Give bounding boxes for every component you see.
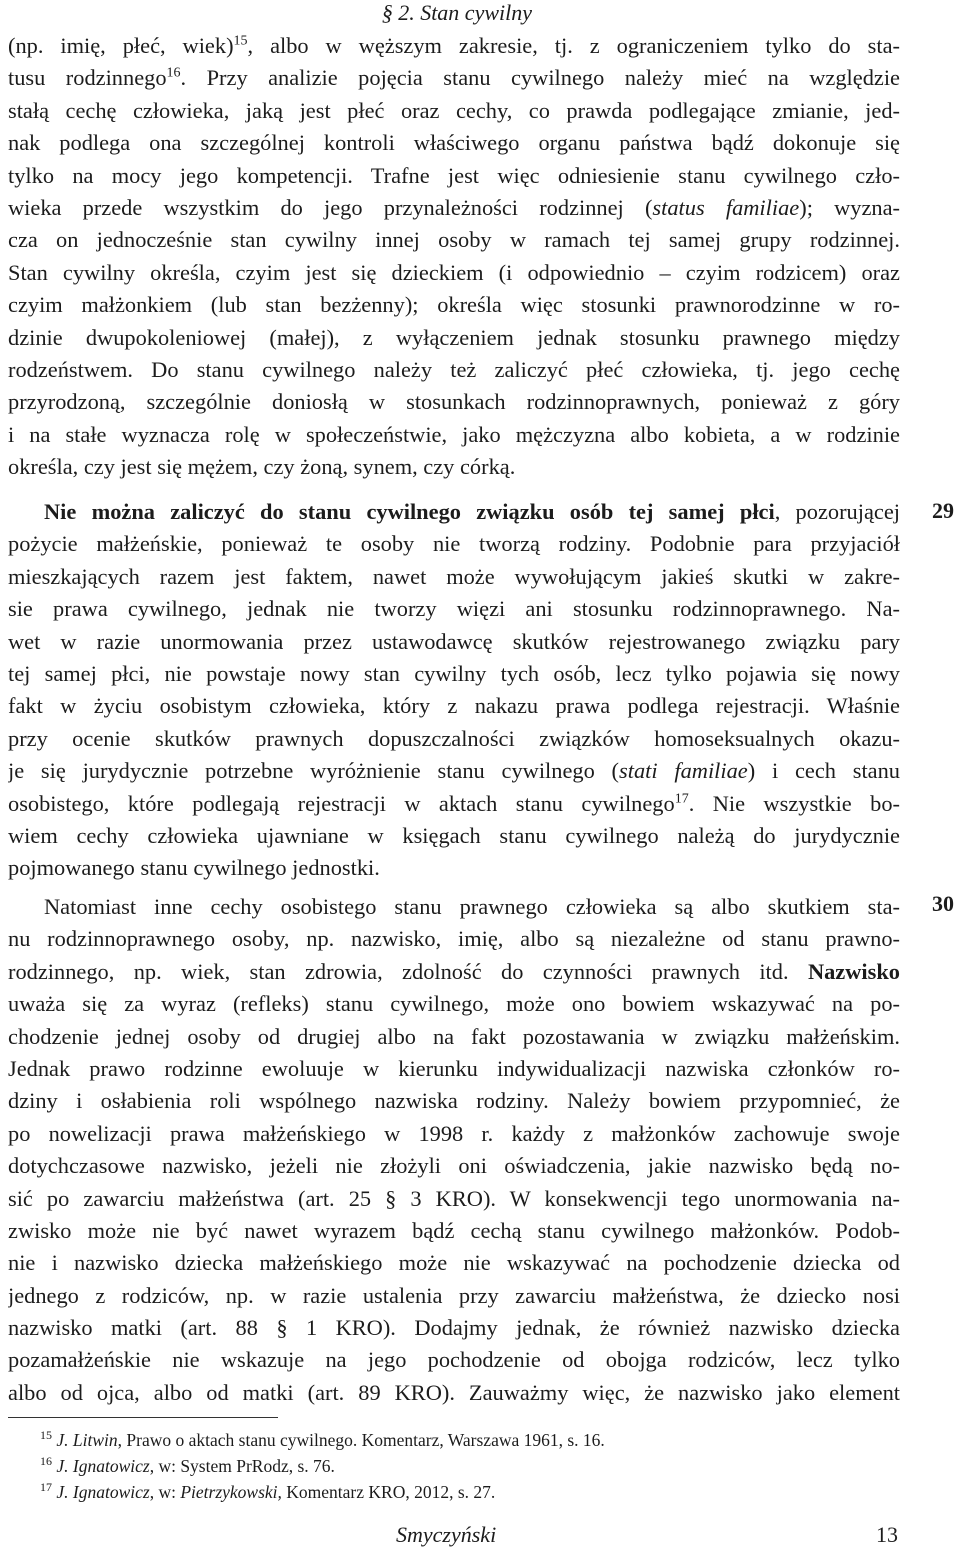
footnote-author: Pietrzykowski, <box>180 1482 282 1502</box>
footnote-number: 16 <box>40 1454 52 1469</box>
text-line: wieka przede wszystkim do jego przynależności rodzinnej (status familiae); wyzna- <box>8 194 900 220</box>
footnote-author: J. Ignatowicz <box>56 1482 150 1502</box>
text-line: albo od ojca, albo od matki (art. 89 KRO). Zauważmy więc, że nazwisko jako element <box>8 1379 900 1405</box>
footnote-ref-16[interactable]: 16 <box>166 65 181 81</box>
text-line: nie i nazwisko dziecka małżeńskiego może nie wskazywać na pochodzenie dziecka od <box>8 1250 900 1276</box>
text-line: po nowelizacji prawa małżeńskiego w 1998 r. każdy z małżonków zachowuje swoje <box>8 1120 900 1146</box>
text-line: Nie można zaliczyć do stanu cywilnego związku osób tej samej płci, pozorującej <box>44 499 900 524</box>
bold-term: Nazwisko <box>807 958 900 984</box>
text-line: rodzinnego, np. wiek, stan zdrowia, zdolność do czynności prawnych itd. Nazwisko <box>8 958 900 984</box>
paragraph-2 <box>8 496 900 885</box>
footnote-16: $^{16}$ J. Ignatowicz, w: System PrRodz, s. 76. <box>40 1454 335 1476</box>
text-line: Jednak prawo rodzinne ewoluuje w kierunku indywidualizacji nazwiska członków ro- <box>8 1055 900 1081</box>
bold-phrase: Nie można zaliczyć do stanu cywilnego związku osób tej samej płci <box>44 499 775 524</box>
text-line: je się jurydycznie potrzebne wyróżnienie stanu cywilnego (stati familiae) i cech stanu <box>8 758 900 784</box>
text-line: rodzeństwem. Do stanu cywilnego należy też zaliczyć płeć człowieka, tj. jego cechę <box>8 356 900 382</box>
margin-number-30: 30 <box>932 891 954 916</box>
text-line: dzinie dwupokoleniowej (małej), z wyłączeniem jednak stosunku prawnego między <box>8 324 900 350</box>
footnote-ref-17[interactable]: 17 <box>674 791 689 807</box>
footer-author: Smyczyński <box>396 1522 497 1547</box>
text-line: dotychczasowe nazwisko, jeżeli nie złożyli oni oświadczenia, jakie nazwisko będą no- <box>8 1153 900 1179</box>
text-line: pojmowanego stanu cywilnego jednostki. <box>8 855 380 881</box>
running-header: § 2. Stan cywilny <box>381 0 532 25</box>
text-line: cza on jednocześnie stan cywilny innej osoby w ramach tej samej grupy rodzinnej. <box>8 227 900 253</box>
text-line: chodzenie jednej osoby od drugiej albo na fakt pozostawania w związku małżeńskim. <box>8 1023 900 1049</box>
footnote-number: 15 <box>40 1428 52 1443</box>
footnote-number: 17 <box>40 1480 52 1495</box>
footnote-author: J. Litwin <box>56 1430 118 1450</box>
footnote-ref-15[interactable]: 15 <box>233 33 248 49</box>
text-line: jednego z rodziców, np. w razie ustalenia przy zawarciu małżeństwa, że dziecko nosi <box>8 1282 900 1308</box>
text-line: przyrodzoną, szczególnie doniosłą w stosunkach rodzinnoprawnych, ponieważ z góry <box>8 389 900 415</box>
footnote-17: $^{17}$ J. Ignatowicz, w: Pietrzykowski, Komentarz KRO, 2012, s. 27. <box>40 1480 496 1502</box>
text-line: fakt w życiu osobistym człowieka, który z nakazu prawa podlega rejestracji. Właśnie <box>8 693 900 719</box>
text-line: przy ocenie skutków prawnych dopuszczalności związków homoseksualnych okazu- <box>8 725 900 751</box>
text-line: tylko na mocy jego kompetencji. Trafne jest więc odniesienie stanu cywilnego czło- <box>8 162 900 188</box>
text-line: stałą cechę człowieka, jaką jest płeć oraz cechy, co prawda podlegające zmianie, jed- <box>8 97 900 123</box>
text-line: nu rodzinnoprawnego osoby, np. nazwisko, imię, albo są niezależne od stanu prawno- <box>8 926 900 952</box>
text-line: uważa się za wyraz (refleks) stanu cywilnego, może ono bowiem wskazywać na po- <box>8 991 900 1017</box>
text-line: mieszkających razem jest faktem, nawet może wywołującym jakieś skutki w zakre- <box>8 563 900 589</box>
text-line: pozamałżeńskie nie wskazuje na jego pochodzenie od obojga rodziców, lecz tylko <box>8 1347 900 1373</box>
footnote-divider <box>8 1417 278 1418</box>
text-line: określa, czy jest się mężem, czy żoną, synem, czy córką. <box>8 454 516 480</box>
text-line: czyim małżonkiem (lub stan bezżenny); określa więc stosunki prawnorodzinne w ro- <box>8 292 900 318</box>
footnote-author: J. Ignatowicz <box>56 1456 150 1476</box>
text-line: nak podlega ona szczególnej kontroli właściwego organu państwa bądź dokonuje się <box>8 130 900 156</box>
text-line: (np. imię, płeć, wiek)$^{15}$, albo w węższym zakresie, tj. z ograniczeniem tylko do sta- <box>8 33 900 58</box>
text-line: Stan cywilny określa, czyim jest się dzieckiem (i odpowiednio – czyim rodzicem) oraz <box>8 259 900 285</box>
text-line: i na stałe wyznacza rolę w społeczeństwie, jako mężczyzna albo kobieta, a w rodzinie <box>8 421 900 447</box>
text-line: nazwisko matki (art. 88 § 1 KRO). Dodajmy jednak, że również nazwisko dziecka <box>8 1315 900 1341</box>
footnote-15: $^{15}$ J. Litwin, Prawo o aktach stanu cywilnego. Komentarz, Warszawa 1961, s. 16. <box>40 1428 605 1450</box>
text-line: Natomiast inne cechy osobistego stanu prawnego człowieka są albo skutkiem sta- <box>44 894 900 919</box>
page-number: 13 <box>876 1522 898 1547</box>
text-line: wiem cechy człowieka ujawniane w księgach stanu cywilnego należą do jurydycznie <box>8 822 900 848</box>
text-line: zwisko może nie być nawet wyrazem bądź cechą stanu cywilnego małżonków. Podob- <box>8 1217 900 1243</box>
text-line: tej samej płci, nie powstaje nowy stan cywilny tych osób, lecz tylko pojawia się nowy <box>8 660 900 686</box>
paragraph-1 <box>8 30 900 483</box>
margin-number-29: 29 <box>932 498 954 523</box>
text-line: osobistego, które podlegają rejestracji w aktach stanu cywilnego$^{17}$. Nie wszystkie bo- <box>8 790 900 816</box>
text-line: dziny i osłabienia roli wspólnego nazwiska rodziny. Należy bowiem przypomnieć, że <box>8 1088 900 1114</box>
text-line: pożycie małżeńskie, ponieważ te osoby nie tworzą rodziny. Podobnie para przyjaciół <box>8 531 900 557</box>
text-line: sić po zawarciu małżeństwa (art. 25 § 3 KRO). W konsekwencji tego unormowania na- <box>8 1185 900 1211</box>
text-line: tusu rodzinnego$^{16}$. Przy analizie pojęcia stanu cywilnego należy mieć na względzie <box>8 65 900 91</box>
text-line: wet w razie unormowania przez ustawodawcę skutków rejestrowanego związku pary <box>8 628 900 654</box>
text-line: sie prawa cywilnego, jednak nie tworzy więzi ani stosunku rodzinnoprawnego. Na- <box>8 596 900 622</box>
paragraph-3 <box>8 891 900 1409</box>
